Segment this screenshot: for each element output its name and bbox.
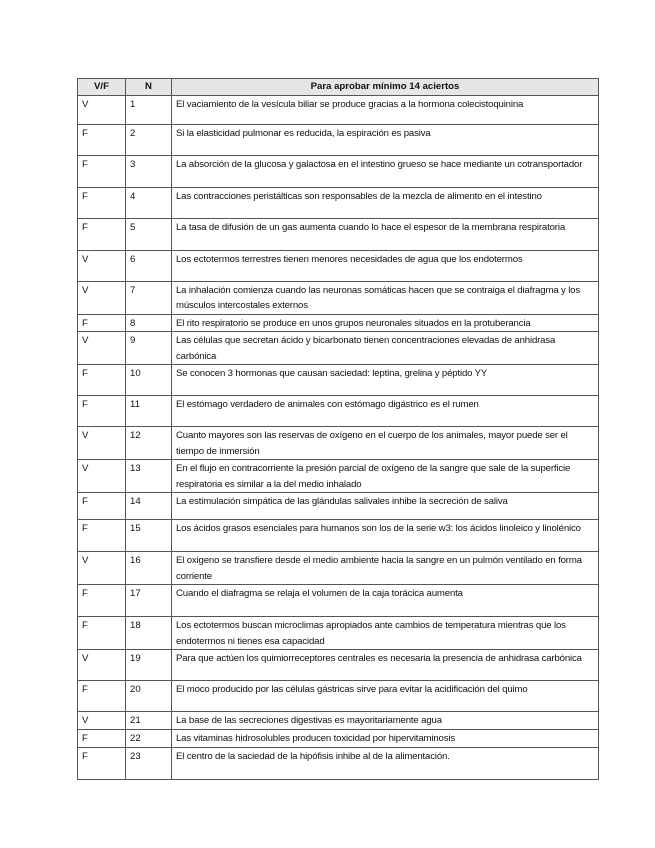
statement-cell: El vaciamiento de la vesícula biliar se produce gracias a la hormona colecistoquinina [172,95,599,124]
table-row [78,730,599,748]
answer-cell: V [78,427,126,460]
answer-cell: V [78,460,126,493]
table-row [78,650,599,681]
table-row [78,712,599,730]
number-cell: 6 [126,250,172,281]
table-row [78,250,599,281]
answer-cell: V [78,552,126,585]
number-cell: 1 [126,95,172,124]
statement-cell: El estómago verdadero de animales con estómago digástrico es el rumen [172,396,599,427]
number-cell: 18 [126,617,172,650]
number-cell: 21 [126,712,172,730]
statement-cell: Si la elasticidad pulmonar es reducida, la espiración es pasiva [172,124,599,155]
number-cell: 22 [126,730,172,748]
number-cell: 8 [126,314,172,332]
statement-cell: Las vitaminas hidrosolubles producen toxicidad por hipervitaminosis [172,730,599,748]
statement-cell: La tasa de difusión de un gas aumenta cuando lo hace el espesor de la membrana respiratoria [172,218,599,250]
number-cell: 10 [126,365,172,396]
statement-cell: Los ectotermos terrestres tienen menores necesidades de agua que los endotermos [172,250,599,281]
table-row [78,552,599,585]
statement-cell: Se conocen 3 hormonas que causan saciedad: leptina, grelina y péptido YY [172,365,599,396]
statement-cell: Los ácidos grasos esenciales para humanos son los de la serie w3: los ácidos linoleico y linolénico [172,520,599,552]
table-row [78,585,599,617]
answer-cell: F [78,218,126,250]
statement-cell: El centro de la saciedad de la hipófisis inhibe al de la alimentación. [172,747,599,779]
statement-cell: En el flujo en contracorriente la presión parcial de oxígeno de la sangre que sale de la superficie respiratoria es similar a la del medio inhalado [172,460,599,493]
statement-cell: Cuando el diafragma se relaja el volumen de la caja torácica aumenta [172,585,599,617]
answer-cell: F [78,681,126,712]
table-row [78,314,599,332]
answer-cell: F [78,396,126,427]
answer-cell: F [78,124,126,155]
answer-cell: V [78,95,126,124]
number-cell: 4 [126,187,172,218]
statement-cell: Los ectotermos buscan microclimas apropiados ante cambios de temperatura mientras que los endotermos ni tienes esa capacidad [172,617,599,650]
table-row [78,427,599,460]
number-cell: 3 [126,155,172,187]
number-cell: 17 [126,585,172,617]
number-cell: 16 [126,552,172,585]
answers-table [77,78,599,780]
number-cell: 2 [126,124,172,155]
statement-cell: Cuanto mayores son las reservas de oxígeno en el cuerpo de los animales, mayor puede ser el tiempo de inmersión [172,427,599,460]
statement-cell: La base de las secreciones digestivas es mayoritariamente agua [172,712,599,730]
table-row [78,493,599,520]
number-cell: 19 [126,650,172,681]
statement-cell: La absorción de la glucosa y galactosa en el intestino grueso se hace mediante un cotransportador [172,155,599,187]
answer-cell: F [78,617,126,650]
number-cell: 15 [126,520,172,552]
table-row [78,124,599,155]
number-cell: 13 [126,460,172,493]
answer-cell: F [78,314,126,332]
table-row [78,617,599,650]
statement-cell: La estimulación simpática de las glándulas salivales inhibe la secreción de saliva [172,493,599,520]
answer-cell: F [78,520,126,552]
answer-cell: F [78,747,126,779]
statement-cell: La inhalación comienza cuando las neuronas somáticas hacen que se contraiga el diafragma y los músculos intercostales externos [172,281,599,314]
answer-cell: V [78,650,126,681]
answer-cell: V [78,332,126,365]
number-cell: 11 [126,396,172,427]
answer-cell: F [78,493,126,520]
table-header-row [78,79,599,96]
table-row [78,281,599,314]
header-vf: V/F [78,79,126,96]
statement-cell: El moco producido por las células gástricas sirve para evitar la acidificación del quimo [172,681,599,712]
number-cell: 5 [126,218,172,250]
number-cell: 14 [126,493,172,520]
table-row [78,155,599,187]
number-cell: 20 [126,681,172,712]
answer-cell: F [78,365,126,396]
number-cell: 12 [126,427,172,460]
table-row [78,681,599,712]
table-row [78,460,599,493]
answer-cell: F [78,187,126,218]
answer-cell: V [78,281,126,314]
header-n: N [126,79,172,96]
answer-cell: V [78,250,126,281]
statement-cell: Las células que secretan ácido y bicarbonato tienen concentraciones elevadas de anhidrasa carbónica [172,332,599,365]
table-row [78,95,599,124]
number-cell: 9 [126,332,172,365]
table-row [78,396,599,427]
answer-cell: V [78,712,126,730]
header-title: Para aprobar mínimo 14 aciertos [172,79,599,96]
table-row [78,520,599,552]
table-row [78,218,599,250]
answer-cell: F [78,155,126,187]
table-row [78,747,599,779]
table-row [78,332,599,365]
table-row [78,365,599,396]
statement-cell: Para que actúen los quimiorreceptores centrales es necesaria la presencia de anhidrasa carbónica [172,650,599,681]
number-cell: 23 [126,747,172,779]
answer-cell: F [78,730,126,748]
table-row [78,187,599,218]
answer-cell: F [78,585,126,617]
statement-cell: El oxigeno se transfiere desde el medio ambiente hacia la sangre en un pulmón ventilado en forma corriente [172,552,599,585]
statement-cell: El rito respiratorio se produce en unos grupos neuronales situados en la protuberancia [172,314,599,332]
statement-cell: Las contracciones peristálticas son responsables de la mezcla de alimento en el intestino [172,187,599,218]
number-cell: 7 [126,281,172,314]
